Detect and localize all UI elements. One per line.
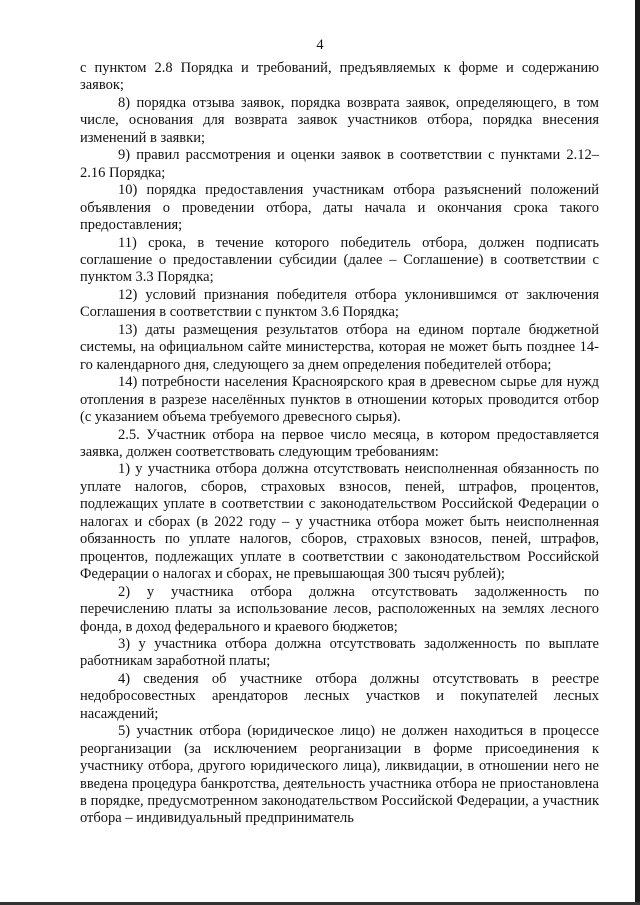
scan-edge-right: [635, 0, 640, 905]
paragraph: 8) порядка отзыва заявок, порядка возврата заявок, определяющего, в том числе, основания для возврата заявок участников отбора, порядка внесения изменений в заявки;: [80, 94, 599, 146]
paragraph: 2) у участника отбора должна отсутствовать задолженность по перечислению платы за использование лесов, расположенных на землях лесного фонда, в доход федерального и краевого бюджетов;: [80, 583, 599, 635]
paragraph: 12) условий признания победителя отбора уклонившимся от заключения Соглашения в соответствии с пунктом 3.6 Порядка;: [80, 286, 599, 321]
page-number: 4: [316, 37, 324, 53]
paragraph: 1) у участника отбора должна отсутствовать неисполненная обязанность по уплате налогов, сборов, страховых взносов, пеней, штрафов, процентов, подлежащих уплате в соответствии с законодательством Российской Федерации о налогах и сборах (в 2022 году – у участника отбора может быть неисполненная обязанность по уплате налогов, сборов, страховых взносов, пеней, штрафов, процентов, подлежащих уплате в соответствии с законодательством Российской Федерации о налогах и сборах, не превышающая 300 тысяч рублей);: [80, 461, 599, 583]
paragraph: 10) порядка предоставления участникам отбора разъяснений положений объявления о проведении отбора, даты начала и окончания срока такого предоставления;: [80, 182, 599, 234]
paragraph: 4) сведения об участнике отбора должны отсутствовать в реестре недобросовестных арендаторов лесных участков и покупателей лесных насаждений;: [80, 670, 599, 722]
paragraph: 2.5. Участник отбора на первое число месяца, в котором предоставляется заявка, должен соответствовать следующим требованиям:: [80, 426, 599, 460]
paragraph: 9) правил рассмотрения и оценки заявок в соответствии с пунктами 2.12–2.16 Порядка;: [80, 147, 599, 181]
paragraph: 13) даты размещения результатов отбора на едином портале бюджетной системы, на официальном сайте министерства, которая не может быть позднее 14-го календарного дня, следующего за днем определения победителей отбора;: [80, 321, 599, 373]
paragraph: 14) потребности населения Красноярского края в древесном сырье для нужд отопления в разрезе населённых пунктов в отношении которых проводится отбор (с указанием объема требуемого древесного сырья).: [80, 374, 599, 426]
document-body: [80, 60, 599, 828]
paragraph: с пунктом 2.8 Порядка и требований, предъявляемых к форме и содержанию заявок;: [80, 60, 599, 94]
paragraph: 11) срока, в течение которого победитель отбора, должен подписать соглашение о предоставлении субсидии (далее – Соглашение) в соответствии с пунктом 3.3 Порядка;: [80, 234, 599, 286]
paragraph: 5) участник отбора (юридическое лицо) не должен находиться в процессе реорганизации (за исключением реорганизации в форме присоединения к участнику отбора, другого юридического лица), ликвидации, в отношении него не введена процедура банкротства, деятельность участника отбора не приостановлена в порядке, предусмотренном законодательством Российской Федерации, а участник отбора – индивидуальный предприниматель: [80, 723, 599, 827]
paragraph: 3) у участника отбора должна отсутствовать задолженность по выплате работникам заработной платы;: [80, 635, 599, 670]
